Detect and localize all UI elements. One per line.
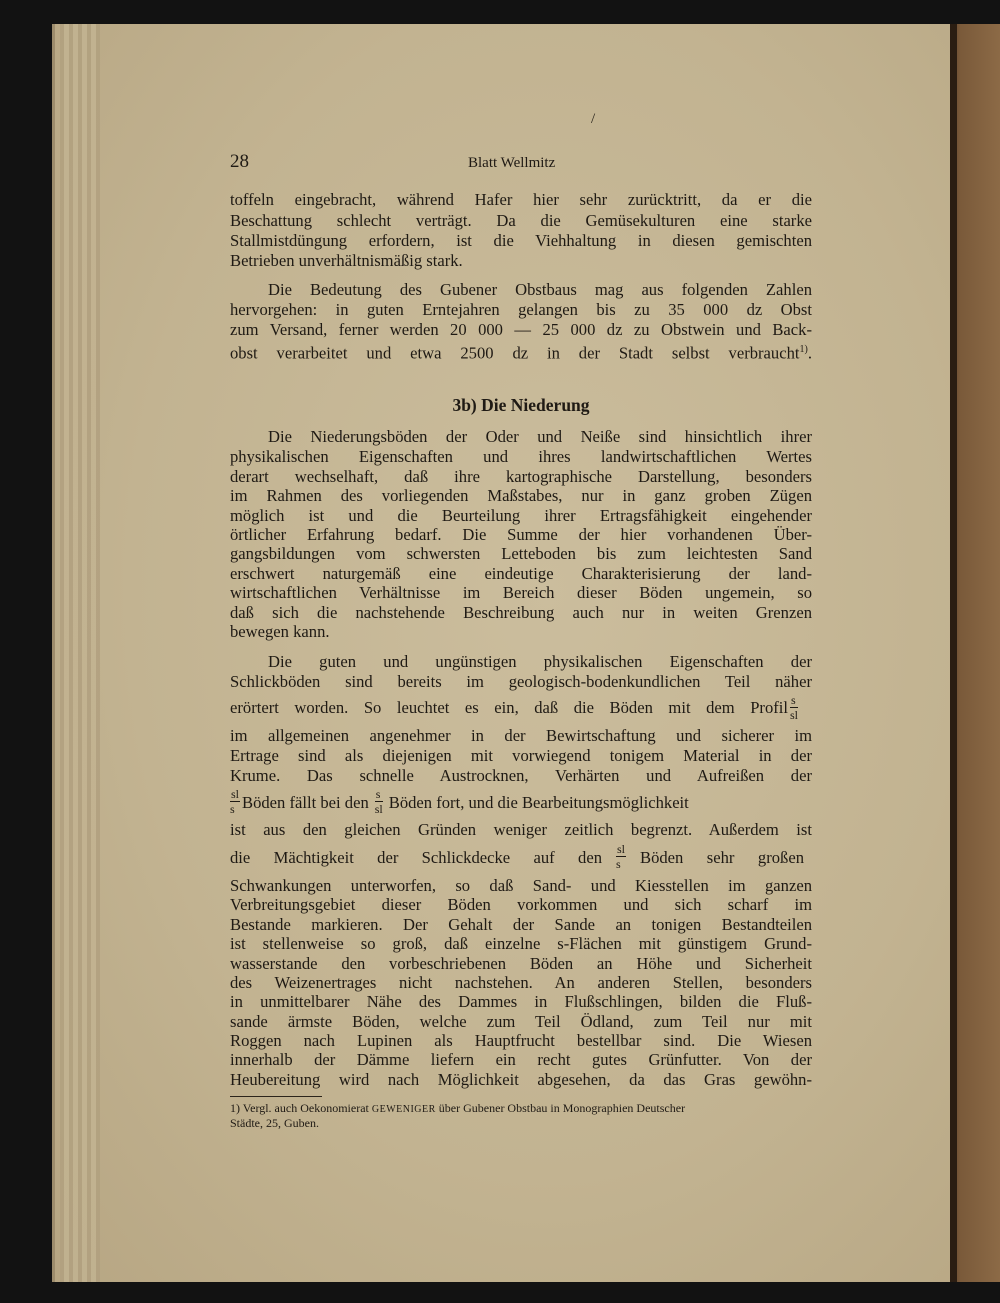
text-line (230, 692, 812, 722)
text-line: daß sich die nachstehende Beschreibung auch nur in weiten Grenzen (230, 603, 812, 622)
fraction-sl-over-s (230, 788, 240, 815)
text-span: die Mächtigkeit der Schlickdecke auf den (230, 848, 602, 867)
text-line: bewegen kann. (230, 622, 330, 641)
text-line: Heubereitung wird nach Möglichkeit abgesehen, da das Gras gewöhn- (230, 1070, 812, 1089)
text-line: wirtschaftlichen Verhältnisse im Bereich dieser Böden ungemein, so (230, 583, 812, 602)
page-edge-stack (60, 24, 100, 1282)
fraction-sl-over-s (616, 843, 626, 870)
fraction-denominator: sl (374, 801, 383, 816)
pencil-mark: / (591, 111, 596, 127)
text-span: erörtert worden. So leuchtet es ein, daß die Böden mit dem Profil (230, 698, 788, 717)
fraction-denominator: s (230, 801, 235, 816)
text-span: . (807, 343, 812, 363)
text-line (230, 339, 812, 363)
text-line: Verbreitungsgebiet dieser Böden vorkommen und sich scharf im (230, 895, 812, 914)
text-line: Die Niederungsböden der Oder und Neiße sind hinsichtlich ihrer (268, 427, 812, 446)
footnote-line: Städte, 25, Guben. (230, 1116, 319, 1130)
text-line: im Rahmen des vorliegenden Maßstabes, nur in ganz groben Zügen (230, 486, 812, 505)
text-line (230, 786, 812, 816)
text-line: Bestande markieren. Der Gehalt der Sande an tonigen Bestandteilen (230, 915, 812, 934)
text-span: Böden fällt bei den (242, 793, 369, 812)
running-title: Blatt Wellmitz (468, 155, 556, 171)
author-name: GEWENIGER (371, 1104, 436, 1115)
text-line: im allgemeinen angenehmer in der Bewirtschaftung und sicherer im (230, 726, 812, 745)
text-line: Schwankungen unterworfen, so daß Sand- und Kiesstellen im ganzen (230, 876, 812, 895)
text-line: erschwert naturgemäß eine eindeutige Charakterisierung der land- (230, 564, 812, 583)
text-line: hervorgehen: in guten Erntejahren gelangen bis zu 35 000 dz Obst (230, 300, 812, 319)
text-line: Stallmistdüngung erfordern, ist die Viehhaltung in diesen gemischten (230, 231, 812, 250)
text-line: Die Bedeutung des Gubener Obstbaus mag aus folgenden Zahlen (268, 280, 812, 299)
text-line: ist stellenweise so groß, daß einzelne s-Flächen mit günstigem Grund- (230, 934, 812, 953)
text-line: Roggen nach Lupinen als Hauptfrucht bestellbar sind. Die Wiesen (230, 1031, 812, 1050)
fraction-numerator: sl (617, 841, 626, 856)
footnote-rule (230, 1096, 322, 1097)
text-line: Betrieben unverhältnismäßig stark. (230, 251, 463, 270)
fraction-denominator: sl (790, 707, 799, 722)
text-line: des Weizenertrages nicht nachstehen. An anderen Stellen, besonders (230, 973, 812, 992)
text-span: über Gubener Obstbau in Monographien Deutscher (438, 1101, 686, 1115)
text-span: 1) Vergl. auch Oekonomierat (230, 1101, 369, 1115)
text-line: sande ärmste Böden, welche zum Teil Ödland, zum Teil nur mit (230, 1012, 812, 1031)
text-line: Die guten und ungünstigen physikalischen Eigenschaften der (268, 652, 812, 671)
text-line: innerhalb der Dämme liefern ein recht gutes Grünfutter. Von der (230, 1050, 812, 1069)
fraction-numerator: sl (231, 786, 240, 801)
fraction-s-over-sl (375, 788, 383, 815)
text-line: gangsbildungen vom schwersten Letteboden bis zum leichtesten Sand (230, 544, 812, 563)
text-line: in unmittelbarer Nähe des Dammes in Flußschlingen, bilden die Fluß- (230, 992, 812, 1011)
text-line: möglich ist und die Beurteilung ihrer Ertragsfähigkeit eingehender (230, 506, 812, 525)
footnote-reference: 1) (799, 344, 808, 355)
text-line: örtlicher Erfahrung bedarf. Die Summe der hier vorhandenen Über- (230, 525, 812, 544)
text-line: Ertrage sind als diejenigen mit vorwiegend tonigem Material in der (230, 746, 812, 765)
page-number: 28 (230, 151, 249, 172)
fraction-denominator: s (616, 856, 621, 871)
text-span: Böden sehr großen (640, 848, 805, 867)
text-line: physikalischen Eigenschaften und ihres landwirtschaftlichen Wertes (230, 447, 812, 466)
fraction-s-over-sl (790, 694, 798, 721)
text-line: Krume. Das schnelle Austrocknen, Verhärten und Aufreißen der (230, 766, 812, 785)
text-line: ist aus den gleichen Gründen weniger zeitlich begrenzt. Außerdem ist (230, 820, 812, 839)
text-span: obst verarbeitet und etwa 2500 dz in der Stadt selbst verbraucht (230, 343, 800, 363)
section-heading: 3b) Die Niederung (452, 395, 590, 415)
fraction-numerator: s (375, 788, 383, 802)
text-span: Böden fort, und die Bearbeitungsmöglichkeit (388, 793, 689, 812)
text-line: wasserstande den vorbeschriebenen Böden an Höhe und Sicherheit (230, 954, 812, 973)
text-line: derart wechselhaft, daß ihre kartographische Darstellung, besonders (230, 467, 812, 486)
text-line (230, 841, 812, 871)
fraction-numerator: s (790, 694, 798, 708)
text-line: toffeln eingebracht, während Hafer hier sehr zurücktritt, da er die (230, 190, 812, 209)
text-line: Beschattung schlecht verträgt. Da die Gemüsekulturen eine starke (230, 211, 812, 230)
text-line: Schlickböden sind bereits im geologisch-bodenkundlichen Teil näher (230, 672, 812, 691)
text-line: zum Versand, ferner werden 20 000 — 25 000 dz zu Obstwein und Back- (230, 320, 812, 339)
